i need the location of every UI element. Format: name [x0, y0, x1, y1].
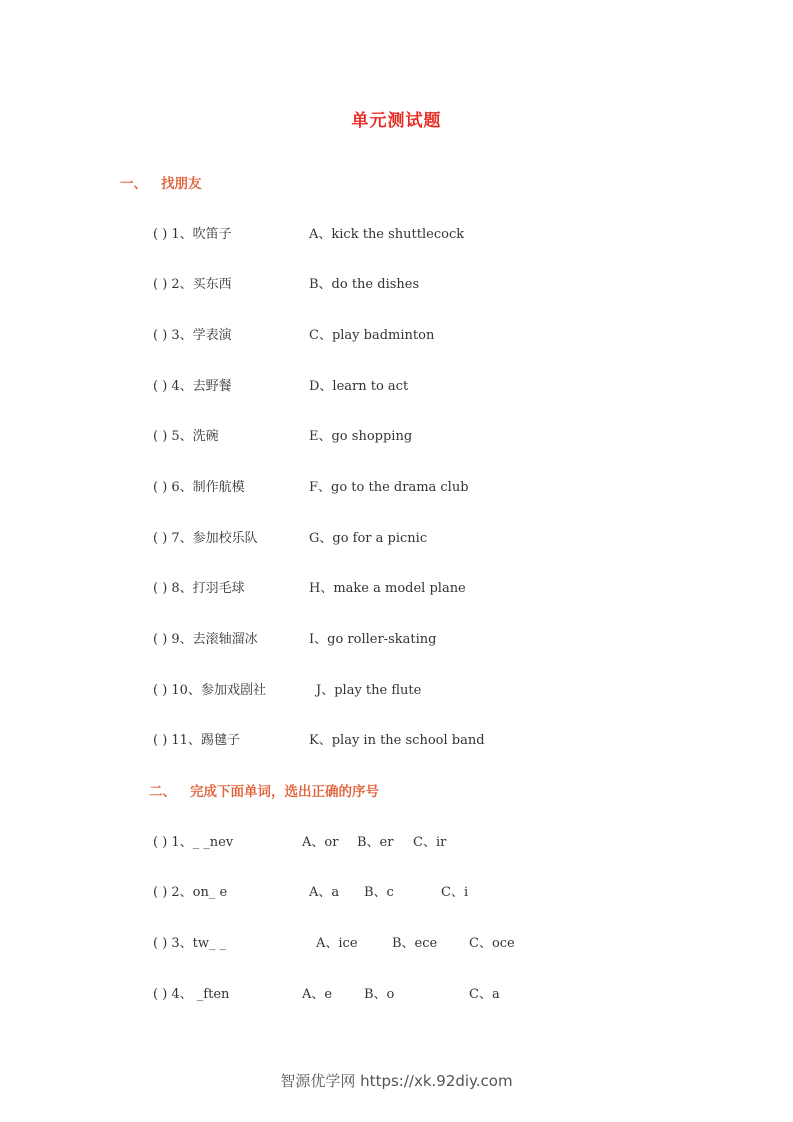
- question-text: ( ) 4、去野餐: [153, 379, 232, 394]
- answer-option: C、play badminton: [309, 328, 435, 343]
- list-item: [153, 375, 409, 420]
- section-number: 二、: [149, 784, 176, 800]
- question-text: ( ) 6、制作航模: [153, 480, 245, 495]
- option-b: B、c: [364, 885, 394, 900]
- section-number: 一、: [120, 176, 147, 192]
- footer-watermark: 智源优学网 https://xk.92diy.com: [280, 1072, 513, 1090]
- option-c: C、a: [469, 987, 500, 1002]
- option-a: A、a: [309, 885, 340, 900]
- section-heading-1: [120, 172, 202, 192]
- answer-option: A、kick the shuttlecock: [309, 227, 465, 242]
- question-text: ( ) 5、洗碗: [153, 429, 219, 444]
- option-c: C、ir: [413, 835, 447, 850]
- option-a: A、ice: [316, 936, 358, 951]
- answer-option: K、play in the school band: [309, 733, 485, 748]
- list-item: [153, 729, 485, 774]
- question-text: ( ) 2、买东西: [153, 277, 232, 292]
- question-text: ( ) 10、参加戏剧社: [153, 683, 266, 698]
- question-text: ( ) 1、吹笛子: [153, 227, 232, 242]
- answer-option: E、go shopping: [309, 429, 413, 444]
- option-c: C、oce: [469, 936, 515, 951]
- answer-option: B、do the dishes: [309, 277, 420, 292]
- page-title: 单元测试题: [351, 111, 442, 131]
- list-item: [153, 273, 420, 318]
- option-b: B、o: [364, 987, 395, 1002]
- list-item: [153, 223, 465, 268]
- answer-option: J、play the flute: [316, 683, 422, 698]
- question-text: ( ) 3、学表演: [153, 328, 232, 343]
- list-item: [153, 527, 428, 572]
- list-item: [153, 679, 422, 724]
- list-item: [153, 577, 466, 622]
- question-text: ( ) 11、踢毽子: [153, 733, 240, 748]
- answer-option: G、go for a picnic: [309, 531, 428, 546]
- section-heading-2: [149, 780, 379, 800]
- answer-option: I、go roller-skating: [309, 632, 437, 647]
- option-c: C、i: [441, 885, 469, 900]
- list-item: [153, 628, 437, 673]
- option-b: B、ece: [392, 936, 438, 951]
- section-label: 找朋友: [161, 176, 202, 192]
- option-a: A、e: [302, 987, 333, 1002]
- question-text: ( ) 7、参加校乐队: [153, 531, 258, 546]
- option-a: A、or: [302, 835, 339, 850]
- answer-option: H、make a model plane: [309, 581, 466, 596]
- answer-option: D、learn to act: [309, 379, 409, 394]
- answer-option: F、go to the drama club: [309, 480, 469, 495]
- question-text: ( ) 4、 _ften: [153, 987, 230, 1002]
- list-item: [153, 425, 413, 470]
- list-item: [153, 983, 500, 1058]
- question-text: ( ) 9、去滚轴溜冰: [153, 632, 258, 647]
- question-text: ( ) 2、on_ e: [153, 885, 228, 900]
- question-text: ( ) 8、打羽毛球: [153, 581, 245, 596]
- list-item: [153, 476, 469, 521]
- question-text: ( ) 1、_ _nev: [153, 835, 234, 850]
- option-b: B、er: [357, 835, 394, 850]
- section-label: 完成下面单词，选出正确的序号: [190, 784, 379, 800]
- list-item: [153, 324, 435, 369]
- question-text: ( ) 3、tw_ _: [153, 936, 227, 951]
